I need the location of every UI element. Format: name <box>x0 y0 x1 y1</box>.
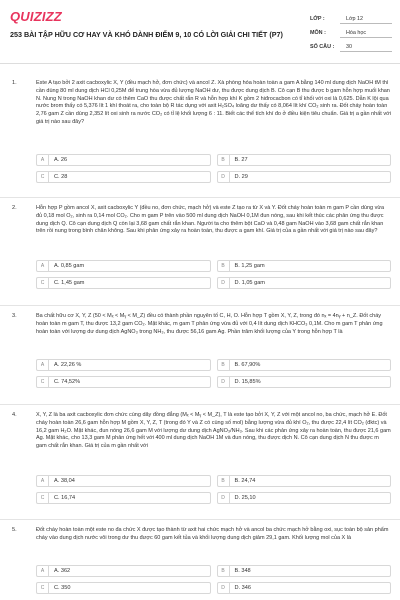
option-text: B. 348 <box>234 568 251 574</box>
meta-label: MÔN : <box>310 30 326 36</box>
document-title: 253 BÀI TẬP HỮU CƠ HAY VÀ KHÓ DÀNH ĐIỂM 9, 10 CÓ LỜI GIẢI CHI TIẾT (P7) <box>10 30 283 39</box>
option-c[interactable] <box>36 492 211 504</box>
option-c[interactable] <box>36 171 211 183</box>
question-number: 4. <box>12 412 17 418</box>
option-text: A. 362 <box>54 568 71 574</box>
option-letter: B <box>218 360 230 370</box>
option-a[interactable] <box>36 475 211 487</box>
option-letter: D <box>218 377 230 387</box>
quizizz-logo: QUIZIZZ <box>10 9 62 24</box>
option-letter: A <box>37 261 49 271</box>
option-c[interactable] <box>36 582 211 594</box>
meta-grade <box>310 12 392 26</box>
answer-options <box>36 359 391 393</box>
meta-label: SỐ CÂU : <box>310 44 335 50</box>
option-letter: D <box>218 583 230 593</box>
option-d[interactable] <box>217 277 392 289</box>
option-letter: B <box>218 476 230 486</box>
question-number: 1. <box>12 80 17 86</box>
option-letter: A <box>37 476 49 486</box>
question-divider <box>0 305 400 306</box>
option-a[interactable] <box>36 260 211 272</box>
option-d[interactable] <box>217 492 392 504</box>
option-letter: C <box>37 172 49 182</box>
option-text: D. 25,10 <box>234 495 256 501</box>
question-number: 3. <box>12 313 17 319</box>
option-text: B. 24,74 <box>234 478 256 484</box>
header-divider <box>0 63 400 64</box>
answer-options <box>36 154 391 188</box>
question-divider <box>0 404 400 405</box>
option-letter: C <box>37 377 49 387</box>
option-b[interactable] <box>217 359 392 371</box>
option-text: C. 350 <box>54 585 71 591</box>
meta-value: 30 <box>340 42 392 52</box>
question-divider <box>0 197 400 198</box>
question-text: Hỗn hợp P gồm ancol X, axit cacboxylic Y (đều no, đơn chức, mạch hở) và este Z tạo ra từ X và Y. Đốt cháy hoàn toàn m gam P cần dùng vừa đủ 0,18 mol O₂, sinh ra 0,14 mol CO₂. Cho m gam P trên vào 500 ml dung dịch NaOH 0,1M đun nóng, sau khi kết thúc các phản ứng thu được dung dịch Q. Cô cạn dung dịch Q còn lại 3,68 gam chất rắn khan. Người ta cho thêm bột CaO và 0,48 gam NaOH vào 3,68 gam chất rắn khan trên rồi nung trong bình chân không. Sau khi phản ứng xảy ra hoàn toàn, thu được a gam khí. Giá trị của a gần nhất với giá trị nào sau đây? <box>36 205 385 235</box>
answer-options <box>36 475 391 509</box>
option-text: D. 29 <box>234 174 248 180</box>
option-letter: B <box>218 566 230 576</box>
meta-subject <box>310 26 392 40</box>
option-text: A. 26 <box>54 157 68 163</box>
question-text: Este A tạo bởi 2 axit cacboxylic X, Y (đều mạch hở, đơn chức) và ancol Z. Xà phòng hóa hoàn toàn a gam A bằng 140 ml dung dịch NaOH tM thì cần dùng 80 ml dung dịch HCl 0,25M để trung hòa vừa đủ lượng NaOH dư, thu được dung dịch B. Cô cạn B thu được b gam hỗn hợp muối khan N. Nung N trong NaOH khan dư có thêm CaO thu được chất rắn R và hỗn hợp khí K gồm 2 hiđrocacbon có tỉ khối với oxi là 0,625. Dẫn K lội qua nước brom thấy có 5,376 lít 1 khí thoát ra, cho toàn bộ R tác dụng với axit H₂SO₄ loãng dư thấy có 8,064 lít khí CO₂ sinh ra. Đốt cháy hoàn toàn 2,76 gam Z cần dùng 2,352 lít oxi sinh ra nước CO₂ có tỉ lệ khối lượng 6 : 11. Biết các thể tích khí đo ở điều kiện tiêu chuẩn. Giá trị a gần nhất với giá trị nào sau đây? <box>36 80 391 125</box>
option-letter: C <box>37 278 49 288</box>
answer-options <box>36 260 391 294</box>
option-text: C. 28 <box>54 174 68 180</box>
option-text: A. 38,04 <box>54 478 75 484</box>
option-c[interactable] <box>36 376 211 388</box>
question-text: Ba chất hữu cơ X, Y, Z (50 < Mₓ < Mᵧ < M_Z) đều có thành phần nguyên tố C, H, O. Hỗn hợp T gồm X, Y, Z, trong đó nₓ = 4nᵧ + n_Z. Đốt cháy hoàn toàn m gam T, thu được 13,2 gam CO₂. Mặt khác, m gam T phản ứng vừa đủ với 0,4 lít dung dịch KHCO₃ 0,1M. Cho m gam T phản ứng hoàn toàn với lượng dư dung dịch AgNO₃ trong NH₃, thu được 56,16 gam Ag. Phần trăm khối lượng của Y trong hỗn hợp T là <box>36 313 383 335</box>
option-text: B. 67,90% <box>234 362 261 368</box>
option-d[interactable] <box>217 171 392 183</box>
option-a[interactable] <box>36 359 211 371</box>
option-letter: B <box>218 155 230 165</box>
meta-label: LỚP : <box>310 16 325 22</box>
option-text: A. 22,26 % <box>54 362 82 368</box>
option-b[interactable] <box>217 475 392 487</box>
option-text: B. 1,25 gam <box>234 263 265 269</box>
option-text: C. 74,52% <box>54 379 81 385</box>
option-text: C. 1,45 gam <box>54 280 85 286</box>
option-a[interactable] <box>36 565 211 577</box>
question-number: 2. <box>12 205 17 211</box>
option-b[interactable] <box>217 565 392 577</box>
option-text: A. 0,85 gam <box>54 263 85 269</box>
question-text: Đốt cháy hoàn toàn một este no đa chức X được tạo thành từ axit hai chức mạch hở và ancol ba chức mạch hở bằng oxi, sục toàn bộ sản phẩm cháy vào dung dịch nước vôi trong dư thu được 60 gam kết tủa và khối lượng dung dịch giảm 29,1 gam. Khối lượng mol của X là <box>36 527 389 541</box>
meta-info <box>310 12 392 54</box>
option-letter: A <box>37 155 49 165</box>
option-text: D. 1,05 gam <box>234 280 265 286</box>
option-b[interactable] <box>217 154 392 166</box>
meta-question-count <box>310 40 392 54</box>
option-letter: B <box>218 261 230 271</box>
option-c[interactable] <box>36 277 211 289</box>
question-divider <box>0 519 400 520</box>
option-b[interactable] <box>217 260 392 272</box>
option-letter: A <box>37 360 49 370</box>
option-letter: C <box>37 583 49 593</box>
option-letter: C <box>37 493 49 503</box>
question-number: 5. <box>12 527 17 533</box>
option-text: B. 27 <box>234 157 248 163</box>
option-d[interactable] <box>217 582 392 594</box>
option-letter: D <box>218 278 230 288</box>
meta-value: Lớp 12 <box>340 14 392 24</box>
option-letter: A <box>37 566 49 576</box>
meta-value: Hóa học <box>340 28 392 38</box>
option-d[interactable] <box>217 376 392 388</box>
option-text: D. 346 <box>234 585 251 591</box>
question-text: X, Y, Z là ba axit cacboxylic đơn chức cùng dãy đồng đẳng (Mₓ < Mᵧ < M_Z), T là este tạo bởi X, Y, Z với một ancol no, ba chức, mạch hở E. Đốt cháy hoàn toàn 26,6 gam hỗn hợp M gồm X, Y, Z, T (trong đó Y và Z có cùng số mol) bằng lượng vừa đủ khí O₂, thu được 22,4 lít CO₂ (đktc) và 16,2 gam H₂O. Mặt khác, đun nóng 26,6 gam M với lượng dư dung dịch AgNO₃/NH₃. Sau khi các phản ứng xảy ra hoàn toàn, thu được 21,6 gam Ag. Mặt khác, cho 13,3 gam M phản ứng hết với 400 ml dung dịch NaOH 1M và đun nóng, thu được dịch N. Cô cạn dung dịch N thu được m gam chất rắn khan. Giá trị của m gần nhất với <box>36 412 391 450</box>
answer-options <box>36 565 391 599</box>
option-letter: D <box>218 172 230 182</box>
option-text: C. 16,74 <box>54 495 76 501</box>
page-header <box>0 0 400 62</box>
option-text: D. 15,85% <box>234 379 261 385</box>
option-a[interactable] <box>36 154 211 166</box>
option-letter: D <box>218 493 230 503</box>
